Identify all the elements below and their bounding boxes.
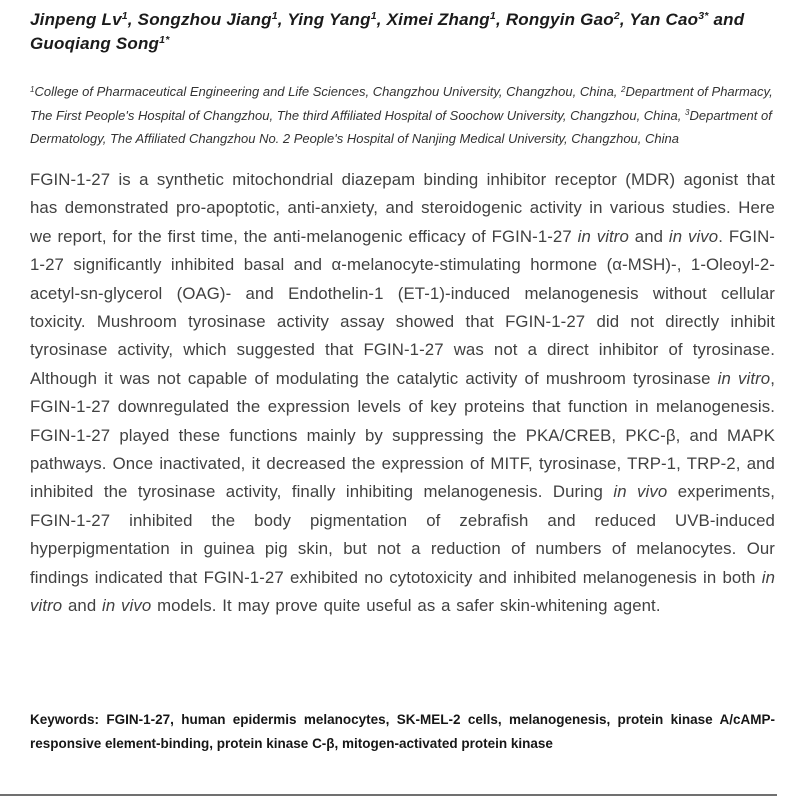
text-run: Jinpeng Lv	[30, 10, 122, 29]
superscript-marker: 1	[271, 10, 278, 23]
text-run: Ying Yang	[287, 10, 371, 29]
superscript-marker: 1	[370, 10, 377, 23]
italic-term: in vitro	[717, 368, 771, 388]
text-run: Guoqiang Song	[30, 34, 160, 53]
superscript-marker: 3*	[698, 10, 709, 23]
text-run: ,	[127, 10, 138, 29]
abstract-text	[30, 166, 775, 621]
text-run: FGIN-1-27 is a synthetic mitochondrial diazepam binding inhibitor receptor (MDR) agonist that has demonstrated pro-apoptotic, anti-anxiety, and steroidogenic activity in various studies. Here we report, for the first time, the anti-melanogenic efficacy of FGIN-1-27	[30, 170, 775, 246]
italic-term: in vivo	[668, 226, 719, 246]
text-run: Rongyin Gao	[505, 10, 614, 29]
text-run: . FGIN-1-27 significantly inhibited basal and α-melanocyte-stimulating hormone (α-MSH)-, 1-Oleoyl-2-acetyl-sn-glycerol (OAG)- and Endothelin-1 (ET-1)-induced melanogenesis without cellular toxicity. Mushroom tyrosinase activity assay showed that FGIN-1-27 did not directly inhibit tyrosinase activity, which suggested that FGIN-1-27 was not a direct inhibitor of tyrosinase. Although it was not capable of modulating the catalytic activity of mushroom tyrosinase	[30, 226, 775, 388]
superscript-marker: 3	[684, 108, 690, 118]
text-run: ,	[495, 10, 506, 29]
text-run: experiments, FGIN-1-27 inhibited the body pigmentation of zebrafish and reduced UVB-induced hyperpigmentation in guinea pig skin, but not a reduction of numbers of melanocytes. Our findings indicated that FGIN-1-27 exhibited no cytotoxicity and inhibited melanogenesis in both	[30, 482, 775, 587]
author-list	[30, 8, 778, 56]
affiliations	[30, 80, 778, 151]
keywords-list: FGIN-1-27, human epidermis melanocytes, SK-MEL-2 cells, melanogenesis, protein kinase A/cAMP-responsive element-binding, protein kinase C-β, mitogen-activated protein kinase	[30, 712, 775, 751]
italic-term: in vitro	[30, 567, 775, 616]
text-run: and	[708, 10, 745, 29]
text-run: , FGIN-1-27 downregulated the expression levels of key proteins that function in melanogenesis. FGIN-1-27 played these functions mainly by suppressing the PKA/CREB, PKC-β, and MAPK pathways. Once inactivated, it decreased the expression of MITF, tyrosinase, TRP-1, TRP-2, and inhibited the tyrosinase activity, finally inhibiting melanogenesis. During	[30, 368, 775, 502]
text-run: Yan Cao	[629, 10, 699, 29]
superscript-marker: 2	[613, 10, 620, 23]
keywords-label: Keywords:	[30, 712, 107, 727]
text-run: Department of Dermatology, The Affiliated Changzhou No. 2 People's Hospital of Nanjing Medical University, Changzhou, China	[30, 107, 772, 146]
text-run: models. It may prove quite useful as a safer skin-whitening agent.	[151, 596, 661, 616]
text-run: and	[62, 596, 103, 616]
superscript-marker: 1	[489, 10, 496, 23]
text-run: and	[628, 226, 669, 246]
superscript-marker: 1	[30, 84, 35, 94]
text-run: Songzhou Jiang	[137, 10, 272, 29]
text-run: ,	[277, 10, 288, 29]
superscript-marker: 1	[121, 10, 128, 23]
text-run: Ximei Zhang	[386, 10, 490, 29]
text-run: College of Pharmaceutical Engineering and Life Sciences, Changzhou University, Changzhou, China,	[34, 84, 622, 99]
footer-divider	[0, 794, 777, 796]
italic-term: in vivo	[613, 482, 668, 502]
text-run: ,	[376, 10, 387, 29]
text-run: Department of Pharmacy, The First People's Hospital of Changzhou, The third Affiliated Hospital of Soochow University, Changzhou, China,	[30, 84, 773, 123]
superscript-marker: 2	[621, 84, 626, 94]
italic-term: in vitro	[577, 226, 629, 246]
superscript-marker: 1*	[159, 34, 170, 47]
text-run: ,	[619, 10, 630, 29]
keywords-line	[30, 708, 775, 756]
italic-term: in vivo	[102, 596, 152, 616]
